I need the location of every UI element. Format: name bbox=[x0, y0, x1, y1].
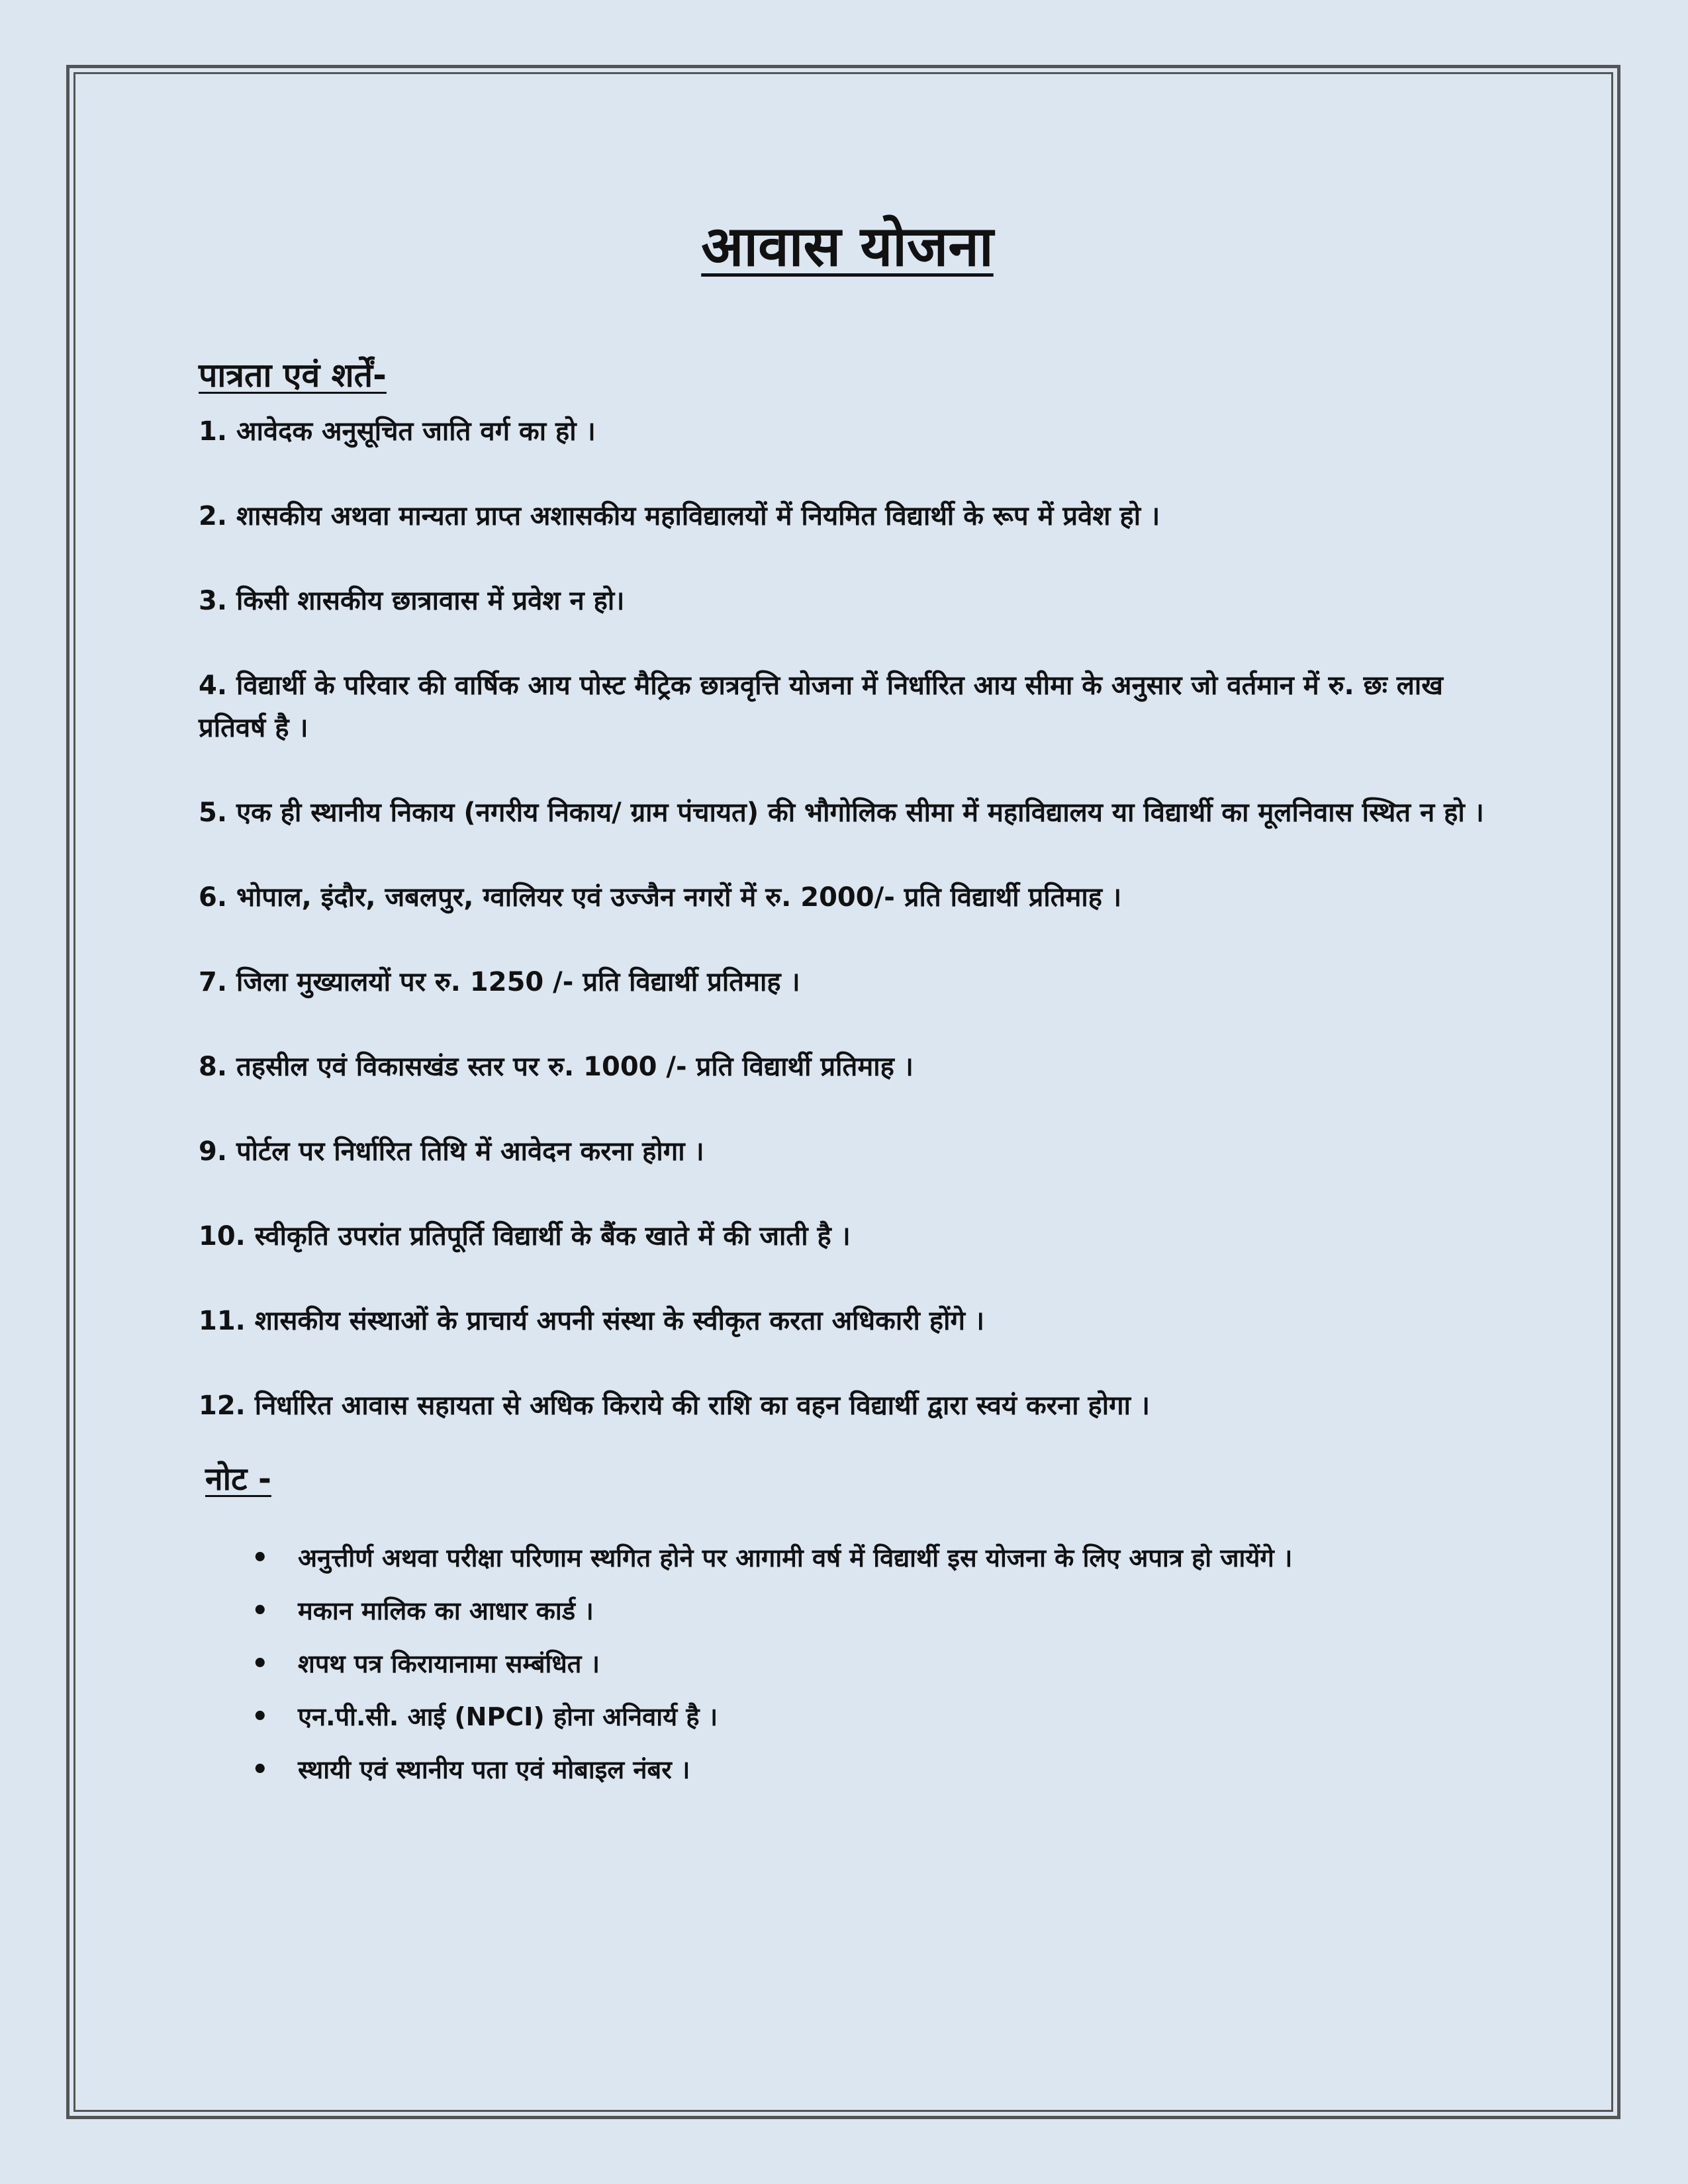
notes-list bbox=[199, 1531, 1496, 1796]
note-text: स्थायी एवं स्थानीय पता एवं मोबाइल नंबर । bbox=[298, 1755, 690, 1785]
note-heading: नोट - bbox=[205, 1461, 271, 1498]
condition-item-3: 3. किसी शासकीय छात्रावास में प्रवेश न हो। bbox=[199, 586, 625, 616]
bullet-icon: • bbox=[252, 1702, 269, 1733]
condition-item-2: 2. शासकीय अथवा मान्यता प्राप्त अशासकीय महाविद्यालयों में नियमित विद्यार्थी के रूप में प्रवेश हो । bbox=[199, 501, 1160, 531]
condition-item-1: 1. आवेदक अनुसूचित जाति वर्ग का हो । bbox=[199, 416, 596, 447]
condition-item-5: 5. एक ही स्थानीय निकाय (नगरीय निकाय/ ग्राम पंचायत) की भौगोलिक सीमा में महाविद्यालय या विद्यार्थी का मूलनिवास स्थित न हो । bbox=[199, 797, 1484, 828]
condition-item-6: 6. भोपाल, इंदौर, जबलपुर, ग्वालियर एवं उज्जैन नगरों में रु. 2000/- प्रति विद्यार्थी प्रतिमाह । bbox=[199, 882, 1122, 913]
document-content bbox=[199, 212, 1496, 1796]
note-item bbox=[252, 1531, 1496, 1584]
note-text: एन.पी.सी. आई (NPCI) होना अनिवार्य है । bbox=[298, 1702, 718, 1732]
note-item bbox=[252, 1637, 1496, 1690]
eligibility-heading: पात्रता एवं शर्तें- bbox=[199, 356, 387, 394]
condition-item-8: 8. तहसील एवं विकासखंड स्तर पर रु. 1000 /- प्रति विद्यार्थी प्रतिमाह । bbox=[199, 1052, 914, 1082]
bullet-icon: • bbox=[252, 1754, 269, 1786]
bullet-icon: • bbox=[252, 1596, 269, 1627]
note-item bbox=[252, 1690, 1496, 1743]
condition-item-11: 11. शासकीय संस्थाओं के प्राचार्य अपनी संस्था के स्वीकृत करता अधिकारी होंगे । bbox=[199, 1306, 985, 1336]
condition-item-10: 10. स्वीकृति उपरांत प्रतिपूर्ति विद्यार्थी के बैंक खाते में की जाती है । bbox=[199, 1221, 851, 1251]
condition-item-7: 7. जिला मुख्यालयों पर रु. 1250 /- प्रति विद्यार्थी प्रतिमाह । bbox=[199, 967, 800, 997]
note-item bbox=[252, 1743, 1496, 1796]
bullet-icon: • bbox=[252, 1543, 269, 1574]
condition-item-9: 9. पोर्टल पर निर्धारित तिथि में आवेदन करना होगा । bbox=[199, 1136, 704, 1167]
bullet-icon: • bbox=[252, 1649, 269, 1680]
note-item bbox=[252, 1584, 1496, 1637]
page-title: आवास योजना bbox=[701, 214, 994, 279]
condition-item-4: 4. विद्यार्थी के परिवार की वार्षिक आय पोस्ट मैट्रिक छात्रवृत्ति योजना में निर्धारित आय सीमा के अनुसार जो वर्तमान में रु. छः लाख प्रतिवर्ष है । bbox=[199, 670, 1443, 743]
condition-item-12: 12. निर्धारित आवास सहायता से अधिक किराये की राशि का वहन विद्यार्थी द्वारा स्वयं करना होगा । bbox=[199, 1390, 1150, 1421]
note-text: शपथ पत्र किरायानामा सम्बंधित । bbox=[298, 1649, 600, 1679]
note-text: अनुत्तीर्ण अथवा परीक्षा परिणाम स्थगित होने पर आगामी वर्ष में विद्यार्थी इस योजना के लिए अपात्र हो जायेंगे । bbox=[298, 1543, 1293, 1573]
eligibility-conditions-list bbox=[199, 410, 1496, 1427]
note-text: मकान मालिक का आधार कार्ड । bbox=[298, 1596, 594, 1626]
